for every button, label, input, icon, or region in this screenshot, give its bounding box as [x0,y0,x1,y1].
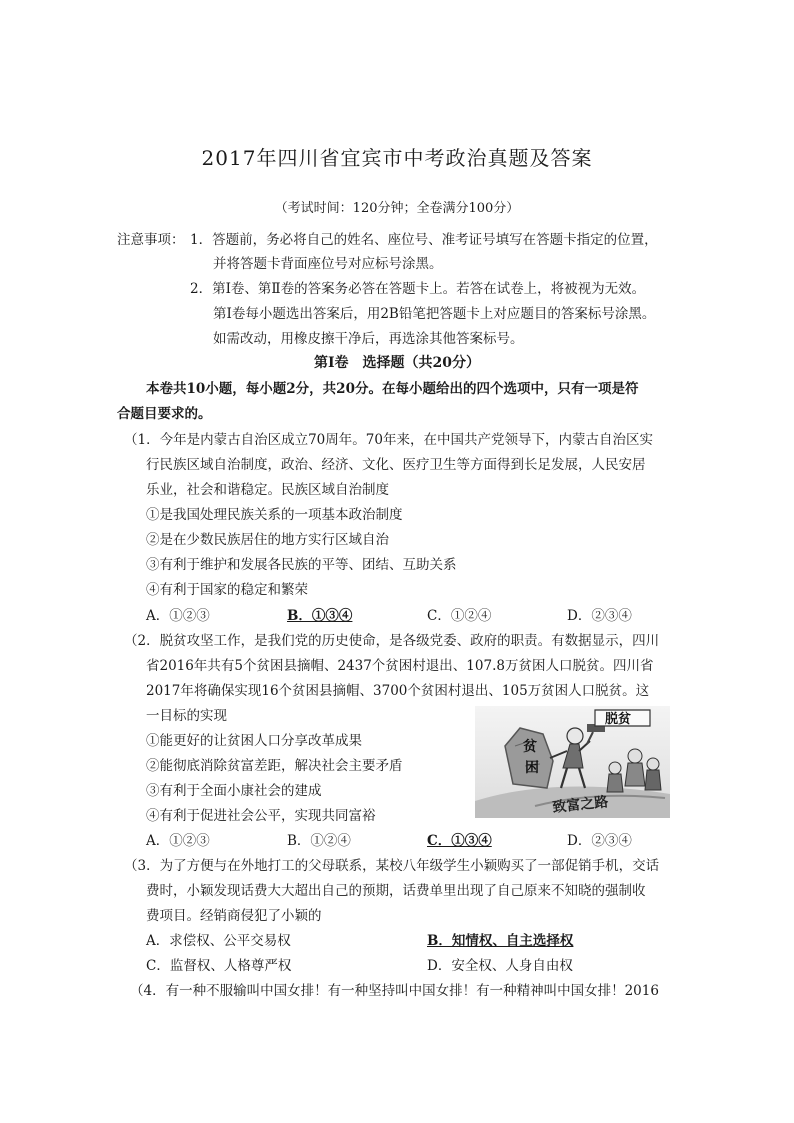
question-text: 乐业，社会和谐稳定。民族区域自治制度 [146,482,389,498]
section-intro: 合题目要求的。 [117,406,212,422]
statement: ④有利于促进社会公平，实现共同富裕 [146,808,376,824]
statement: ①是我国处理民族关系的一项基本政治制度 [146,507,403,523]
question-text: 行民族区域自治制度，政治、经济、文化、医疗卫生等方面得到长足发展，人民安居 [146,457,646,473]
option: A．求偿权、公平交易权 [146,933,291,949]
section-title: 第Ⅰ卷 选择题（共20分） [313,355,481,371]
notice-item: 第Ⅰ卷每小题选出答案后，用2B铅笔把答题卡上对应题目的答案标号涂黑。 [213,306,656,322]
statement: ②是在少数民族居住的地方实行区域自治 [146,532,389,548]
option-answer: C．①③④ [427,833,492,849]
question-text: 费时，小颖发现话费大大超出自己的预期，话费单里出现了自己原来不知晓的强制收 [146,883,646,899]
option: C．监督权、人格尊严权 [146,958,292,974]
exam-info: （考试时间：120分钟；全卷满分100分） [274,201,520,216]
question-text: 一目标的实现 [146,708,227,724]
option: D．②③④ [567,833,632,849]
road-label: 致富之路 [551,794,610,816]
option: C．①②④ [427,608,492,624]
question-text: 2017年将确保实现16个贫困县摘帽、3700个贫困村退出、105万贫困人口脱贫。这 [146,683,650,699]
section-intro: 本卷共10小题，每小题2分，共20分。在每小题给出的四个选项中，只有一项是符 [146,381,639,397]
statement: ②能彻底消除贫富差距，解决社会主要矛盾 [146,758,403,774]
rock-label: 贫 [523,739,537,755]
notice-item: 1．答题前，务必将自己的姓名、座位号、准考证号填写在答题卡指定的位置， [190,232,658,248]
option: B．①②④ [287,833,351,849]
notice-item: 并将答题卡背面座位号对应标号涂黑。 [213,256,443,272]
statement: ③有利于全面小康社会的建成 [146,783,322,799]
question-text: 费项目。经销商侵犯了小颖的 [146,908,322,924]
option-answer: B．知情权、自主选择权 [427,933,574,949]
option: A．①②③ [146,608,210,624]
question-text: （3．为了方便与在外地打工的父母联系，某校八年级学生小颖购买了一部促销手机，交话 [124,858,660,874]
statement: ③有利于维护和发展各民族的平等、团结、互助关系 [146,557,457,573]
rock-label: 困 [525,760,539,776]
cartoon-illustration [475,706,670,818]
option: A．①②③ [146,833,210,849]
notice-label: 注意事项： [117,232,185,248]
page-title: 2017年四川省宜宾市中考政治真题及答案 [201,146,593,170]
question-text: （2．脱贫攻坚工作，是我们党的历史使命，是各级党委、政府的职责。有数据显示，四川 [124,633,660,649]
notice-item: 2．第Ⅰ卷、第Ⅱ卷的答案务必答在答题卡上。若答在试卷上，将被视为无效。 [190,281,646,297]
sign-label: 脱贫 [605,712,632,727]
statement: ④有利于国家的稳定和繁荣 [146,582,308,598]
question-text: （1．今年是内蒙古自治区成立70周年。70年来，在中国共产党领导下，内蒙古自治区实 [124,432,653,448]
option-answer: B．①③④ [287,608,353,624]
question-text: 省2016年共有5个贫困县摘帽、2437个贫困村退出、107.8万贫困人口脱贫。四川省 [146,658,654,674]
option: D．②③④ [567,608,632,624]
notice-item: 如需改动，用橡皮擦干净后，再选涂其他答案标号。 [213,331,524,347]
option: D．安全权、人身自由权 [427,958,573,974]
question-text: （4．有一种不服输叫中国女排！有一种坚持叫中国女排！有一种精神叫中国女排！2016 [130,983,659,999]
poverty-cartoon-image [475,706,670,818]
statement: ①能更好的让贫困人口分享改革成果 [146,733,362,749]
